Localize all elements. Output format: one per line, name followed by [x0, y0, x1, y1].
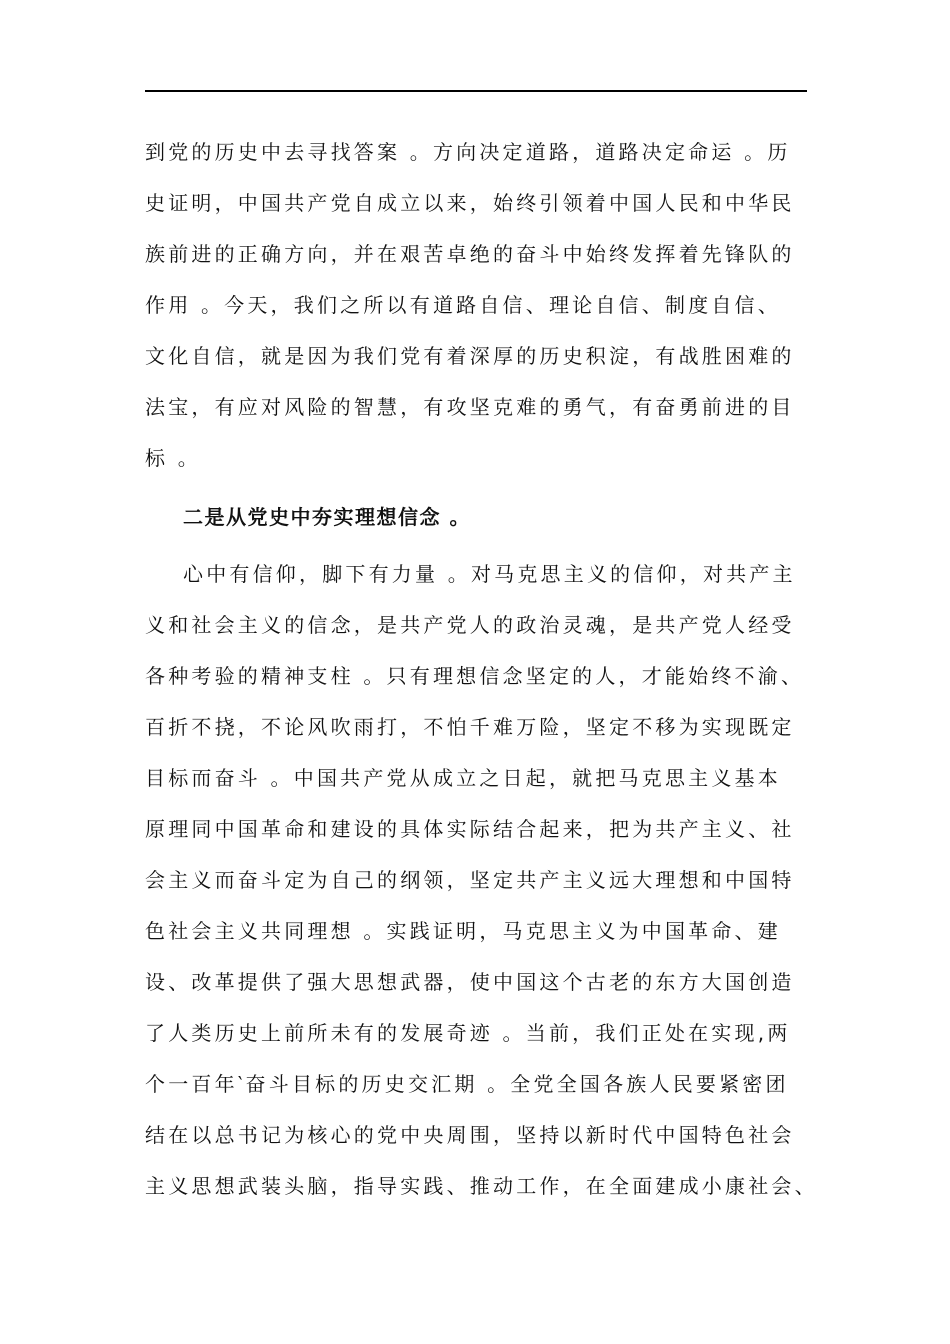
text-line: 结在以总书记为核心的党中央周围，坚持以新时代中国特色社会 [145, 1123, 795, 1147]
text-line: 义和社会主义的信念，是共产党人的政治灵魂，是共产党人经受 [145, 613, 795, 637]
text-line: 作用 。今天，我们之所以有道路自信、理论自信、制度自信、 [145, 293, 781, 317]
paragraph-ideals-beliefs [145, 549, 818, 1212]
text-line: 族前进的正确方向，并在艰苦卓绝的奋斗中始终发挥着先锋队的 [145, 242, 795, 266]
paragraph-history-answer [145, 127, 815, 484]
text-line: 各种考验的精神支柱 。只有理想信念坚定的人，才能始终不渝、 [145, 664, 805, 688]
text-line: 文化自信，就是因为我们党有着深厚的历史积淀，有战胜困难的 [145, 344, 795, 368]
document-body [145, 127, 818, 1212]
text-line: 个一百年‵奋斗目标的历史交汇期 。全党全国各族人民要紧密团 [145, 1072, 789, 1096]
text-line: 会主义而奋斗定为自己的纲领，坚定共产主义远大理想和中国特 [145, 868, 795, 892]
text-line: 目标而奋斗 。中国共产党从成立之日起，就把马克思主义基本 [145, 766, 781, 790]
text-line: 心中有信仰，脚下有力量 。对马克思主义的信仰，对共产主 [183, 562, 796, 586]
text-line: 设、改革提供了强大思想武器，使中国这个古老的东方大国创造 [145, 970, 795, 994]
text-line: 原理同中国革命和建设的具体实际结合起来，把为共产主义、社 [145, 817, 795, 841]
header-rule [145, 90, 807, 92]
text-line: 百折不挠，不论风吹雨打，不怕千难万险，坚定不移为实现既定 [145, 715, 795, 739]
text-line: 标 。 [145, 446, 201, 470]
text-line: 史证明，中国共产党自成立以来，始终引领着中国人民和中华民 [145, 191, 795, 215]
text-line: 主义思想武装头脑，指导实践、推动工作，在全面建成小康社会、 [145, 1174, 818, 1198]
text-line: 色社会主义共同理想 。实践证明，马克思主义为中国革命、建 [145, 919, 781, 943]
section-heading: 二是从党史中夯实理想信念 。 [183, 505, 471, 529]
text-line: 了人类历史上前所未有的发展奇迹 。当前，我们正处在实现,两 [145, 1021, 791, 1045]
text-line: 到党的历史中去寻找答案 。方向决定道路，道路决定命运 。历 [145, 140, 791, 164]
text-line: 法宝，有应对风险的智慧，有攻坚克难的勇气，有奋勇前进的目 [145, 395, 795, 419]
